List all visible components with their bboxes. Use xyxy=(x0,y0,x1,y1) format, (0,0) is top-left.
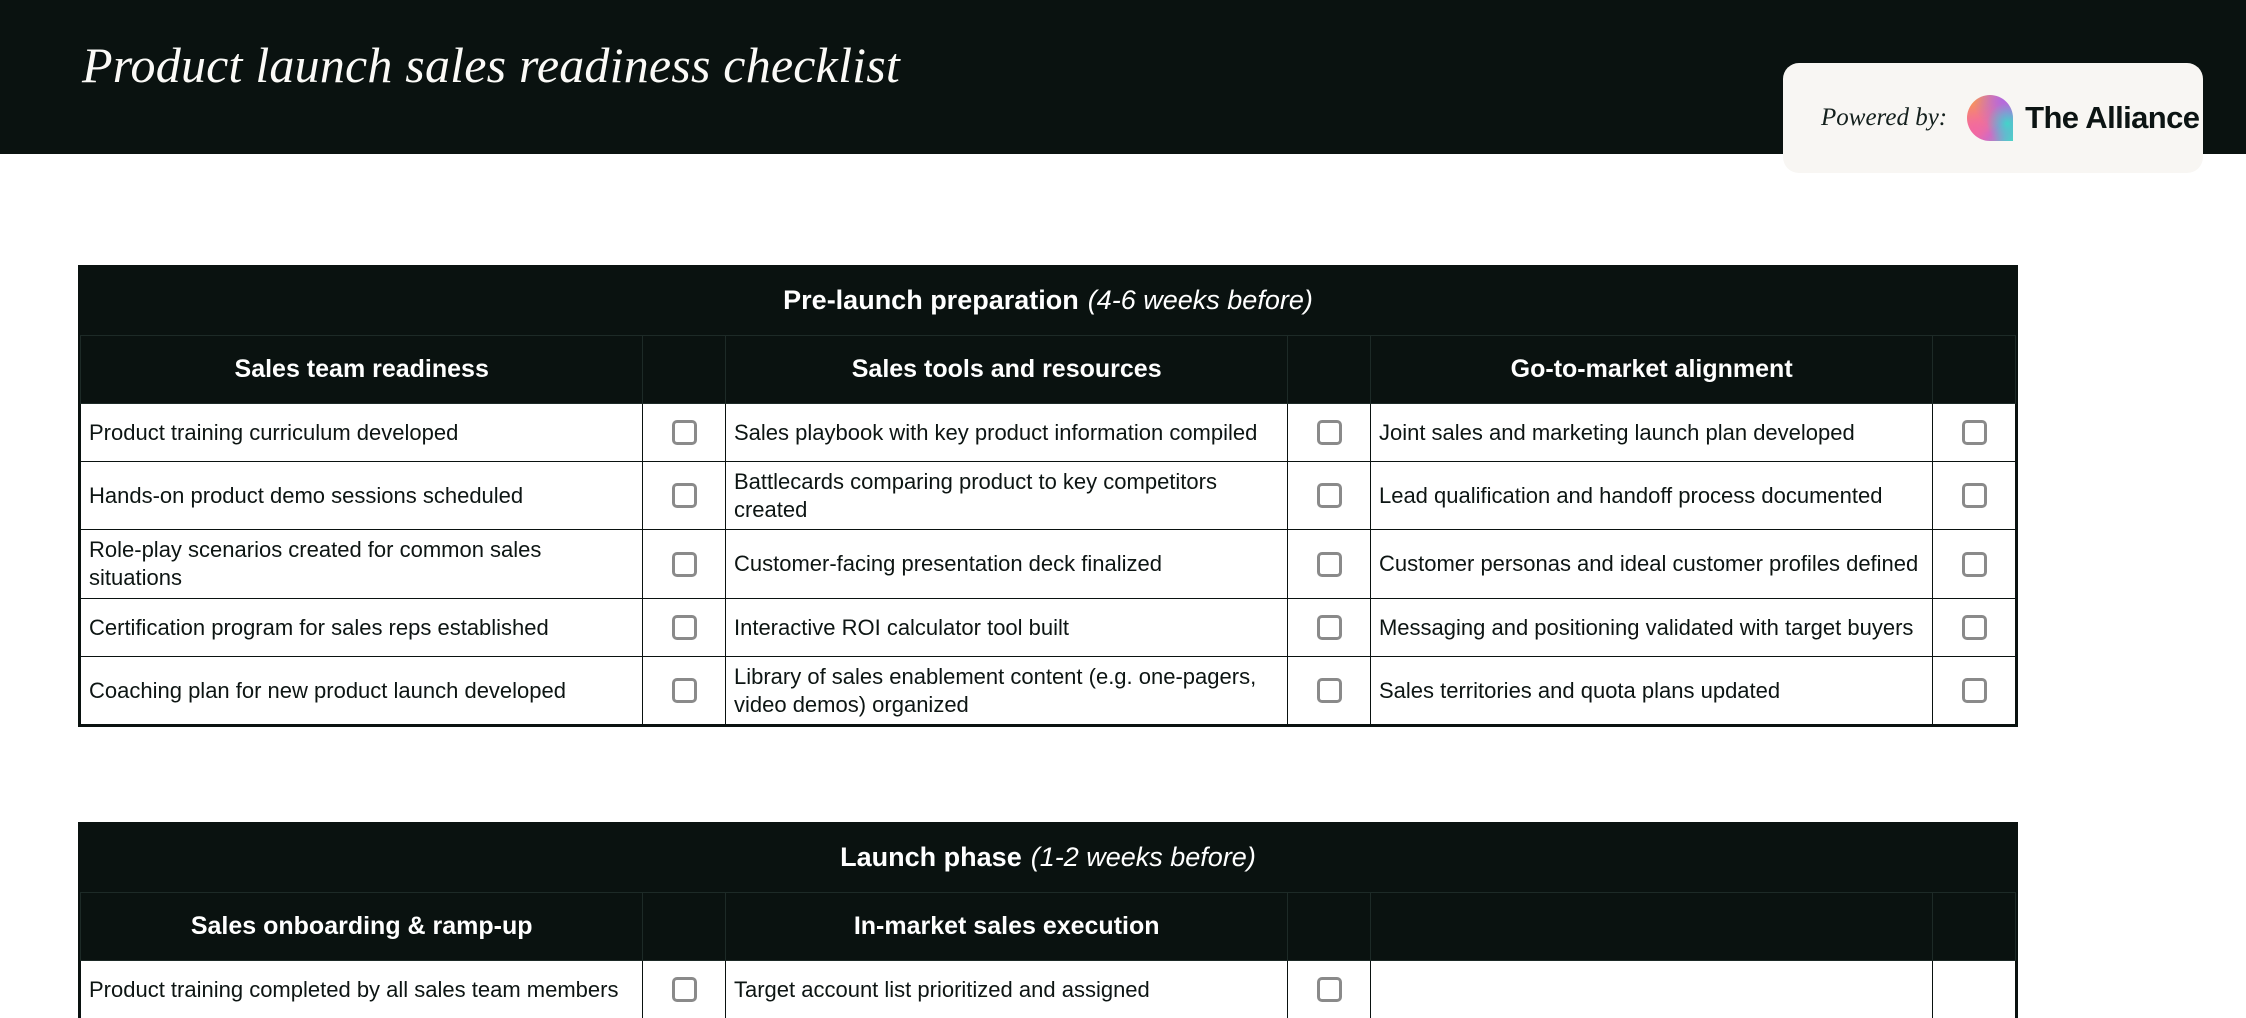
section-title-timeframe: (1-2 weeks before) xyxy=(1030,841,1256,872)
checklist-item-label: Product training completed by all sales team members xyxy=(81,961,643,1018)
alliance-logo-icon xyxy=(1967,95,2013,141)
checkbox-icon[interactable] xyxy=(1962,483,1987,508)
column-header-sales-tools-and-resources: Sales tools and resources xyxy=(725,336,1287,404)
checklist-item-label: Interactive ROI calculator tool built xyxy=(725,598,1287,656)
checkbox-cell-empty xyxy=(1933,961,2016,1018)
table-row xyxy=(81,598,2016,656)
section-title-text: Launch phase xyxy=(840,841,1022,872)
checklist-item-label: Messaging and positioning validated with target buyers xyxy=(1370,598,1932,656)
column-header-check-3 xyxy=(1933,893,2016,961)
checkbox-cell[interactable] xyxy=(643,462,726,530)
checkbox-icon[interactable] xyxy=(1962,420,1987,445)
checklist-item-label: Coaching plan for new product launch developed xyxy=(81,656,643,724)
checklist-item-label: Target account list prioritized and assigned xyxy=(725,961,1287,1018)
checkbox-cell[interactable] xyxy=(1288,462,1371,530)
table-row xyxy=(81,530,2016,598)
powered-by-label: Powered by: xyxy=(1821,104,1948,131)
checkbox-cell[interactable] xyxy=(1288,598,1371,656)
section-title-bar xyxy=(80,824,2016,892)
table-row xyxy=(81,656,2016,724)
checklist-item-label: Joint sales and marketing launch plan developed xyxy=(1370,404,1932,462)
brand-name: The Alliance xyxy=(2025,100,2200,135)
checkbox-icon[interactable] xyxy=(1317,552,1342,577)
section-title-bar xyxy=(80,267,2016,335)
checkbox-cell[interactable] xyxy=(1933,656,2016,724)
checkbox-cell[interactable] xyxy=(1933,462,2016,530)
column-header-check-3 xyxy=(1933,336,2016,404)
checkbox-icon[interactable] xyxy=(672,483,697,508)
checkbox-cell[interactable] xyxy=(1288,404,1371,462)
table-header-row xyxy=(81,336,2016,404)
checkbox-icon[interactable] xyxy=(672,420,697,445)
section-title-timeframe: (4-6 weeks before) xyxy=(1087,284,1313,315)
checklist-item-label: Lead qualification and handoff process documented xyxy=(1370,462,1932,530)
checkbox-cell[interactable] xyxy=(643,656,726,724)
table-row xyxy=(81,462,2016,530)
section-launch-phase xyxy=(78,822,2018,1018)
checklist-table xyxy=(80,335,2016,725)
column-header-in-market-sales-execution: In-market sales execution xyxy=(725,893,1287,961)
table-header-row xyxy=(81,893,2016,961)
table-row xyxy=(81,404,2016,462)
section-title-text: Pre-launch preparation xyxy=(783,284,1079,315)
column-header-check-1 xyxy=(643,336,726,404)
checklist-item-label: Product training curriculum developed xyxy=(81,404,643,462)
checklist-item-label-empty xyxy=(1370,961,1932,1018)
checklist-item-label: Battlecards comparing product to key competitors created xyxy=(725,462,1287,530)
checkbox-cell[interactable] xyxy=(1288,656,1371,724)
checklist-item-label: Role-play scenarios created for common sales situations xyxy=(81,530,643,598)
checkbox-cell[interactable] xyxy=(643,598,726,656)
checkbox-icon[interactable] xyxy=(672,615,697,640)
column-header-go-to-market-alignment: Go-to-market alignment xyxy=(1370,336,1932,404)
checkbox-cell[interactable] xyxy=(1933,404,2016,462)
checkbox-icon[interactable] xyxy=(1962,552,1987,577)
checkbox-cell[interactable] xyxy=(643,530,726,598)
checkbox-cell[interactable] xyxy=(643,961,726,1018)
column-header-sales-team-readiness: Sales team readiness xyxy=(81,336,643,404)
checkbox-icon[interactable] xyxy=(1962,678,1987,703)
checklist-item-label: Sales territories and quota plans updated xyxy=(1370,656,1932,724)
checkbox-cell[interactable] xyxy=(1288,961,1371,1018)
powered-by-badge xyxy=(1783,63,2203,173)
page-title: Product launch sales readiness checklist xyxy=(82,37,901,93)
checkbox-icon[interactable] xyxy=(672,678,697,703)
column-header-check-1 xyxy=(643,893,726,961)
table-row xyxy=(81,961,2016,1018)
column-header-empty xyxy=(1370,893,1932,961)
column-header-check-2 xyxy=(1288,336,1371,404)
checklist-item-label: Hands-on product demo sessions scheduled xyxy=(81,462,643,530)
checkbox-icon[interactable] xyxy=(1962,615,1987,640)
checkbox-icon[interactable] xyxy=(1317,977,1342,1002)
checklist-item-label: Customer personas and ideal customer profiles defined xyxy=(1370,530,1932,598)
checkbox-icon[interactable] xyxy=(1317,420,1342,445)
checklist-item-label: Certification program for sales reps established xyxy=(81,598,643,656)
checkbox-cell[interactable] xyxy=(1288,530,1371,598)
checklist-table xyxy=(80,892,2016,1018)
checkbox-icon[interactable] xyxy=(1317,483,1342,508)
checkbox-icon[interactable] xyxy=(1317,615,1342,640)
page-header-bar xyxy=(0,0,2246,154)
column-header-sales-onboarding-ramp-up: Sales onboarding & ramp-up xyxy=(81,893,643,961)
checklist-item-label: Library of sales enablement content (e.g. one-pagers, video demos) organized xyxy=(725,656,1287,724)
checkbox-icon[interactable] xyxy=(1317,678,1342,703)
checklist-item-label: Sales playbook with key product information compiled xyxy=(725,404,1287,462)
checkbox-icon[interactable] xyxy=(672,552,697,577)
checkbox-icon[interactable] xyxy=(672,977,697,1002)
column-header-check-2 xyxy=(1288,893,1371,961)
checkbox-cell[interactable] xyxy=(1933,530,2016,598)
brand-lockup xyxy=(1967,95,2199,141)
checkbox-cell[interactable] xyxy=(643,404,726,462)
checklist-item-label: Customer-facing presentation deck finalized xyxy=(725,530,1287,598)
checkbox-cell[interactable] xyxy=(1933,598,2016,656)
section-pre-launch-preparation xyxy=(78,265,2018,727)
